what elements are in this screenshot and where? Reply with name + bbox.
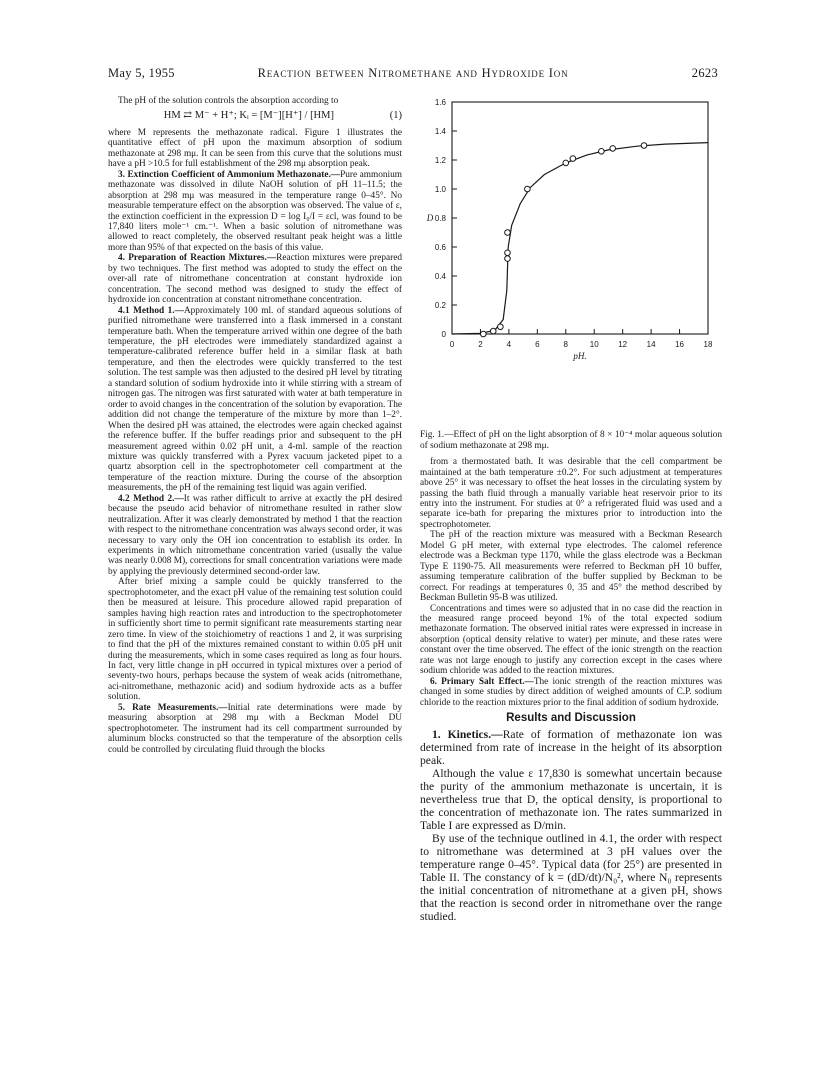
kinetics-section bbox=[420, 728, 722, 923]
data-point bbox=[498, 324, 504, 330]
header-date: May 5, 1955 bbox=[108, 66, 175, 80]
y-tick-label: 0.4 bbox=[434, 272, 446, 281]
data-point bbox=[480, 331, 486, 337]
kinetics-paragraph-2: Although the value ε 17,830 is somewhat uncertain because the purity of the ammonium methazonate is uncertain, it is nevertheless true that D, the optical density, is proportional to the concentration of methazonate ion. The rates summarized in Table I are expressed as D/min. bbox=[420, 766, 722, 832]
equation-number: (1) bbox=[389, 110, 402, 122]
section-6 bbox=[420, 677, 722, 708]
data-point bbox=[599, 149, 605, 155]
paragraph-after-mixing: After brief mixing a sample could be quickly transferred to the spectrophotometer, and the exact pH value of the remaining test solution could then be measured at leisure. This procedure allowed rapid preparation of samples having high reaction rates and introduction to the spectrophotometer in sufficiently short time to permit significant rate measurements starting near zero time. In view of the stoichiometry of reactions 1 and 2, it was surprising to find that the pH of the mixtures remained constant to within 0.05 pH unit during the measurements, which in some cases required as long as four hours. In fact, very little change in pH occurred in typical mixtures over a period of seventy-two hours, perhaps because the system of weak acids (nitromethane, aci-nitromethane, methazonic acid) and sodium hydroxide acts as a buffer solution. bbox=[108, 577, 402, 703]
data-point bbox=[563, 160, 569, 166]
y-tick-label: 0.8 bbox=[434, 214, 446, 223]
kinetics-body: Rate of formation of methazonate ion was determined from rate of increase in the height of its absorption peak. bbox=[420, 727, 722, 767]
data-point bbox=[490, 328, 496, 334]
origin-label: 0 bbox=[441, 330, 446, 339]
kinetics-paragraph-3: By use of the technique outlined in 4.1, the order with respect to nitromethane was determined at 3 pH values over the temperature range 0–45°. Typical data (for 25°) are presented in Table II. The constancy of k = (dD/dt)/N₀², where N₀ represents the initial concentration of nitromethane at a given pH, shows that the reaction is second order in nitromethane over the range studied. bbox=[420, 831, 722, 923]
left-column bbox=[108, 96, 402, 755]
section-4-1-heading: 4.1 Method 1.— bbox=[118, 305, 184, 316]
data-point bbox=[505, 256, 511, 262]
x-tick-label: 0 bbox=[449, 340, 455, 349]
data-point bbox=[505, 230, 511, 236]
section-4 bbox=[108, 253, 402, 305]
x-tick-label: 14 bbox=[646, 340, 656, 349]
x-tick-label: 4 bbox=[506, 340, 512, 349]
equation-1 bbox=[108, 111, 402, 121]
y-tick-label: 0.2 bbox=[434, 301, 446, 310]
section-4-2 bbox=[108, 494, 402, 578]
running-head bbox=[108, 66, 718, 82]
section-6-body: The ionic strength of the reaction mixtures was changed in some studies by direct addition of weighed amounts of C.P. sodium chloride to the reaction mixtures prior to the final addition of sodium hydroxide. bbox=[420, 676, 722, 708]
equation-text: HM ⇄ M⁻ + H⁺; Kᵢ = [M⁻][H⁺] / [HM] bbox=[163, 110, 334, 122]
x-tick-label: 8 bbox=[563, 340, 569, 349]
y-tick-label: 1.0 bbox=[434, 185, 446, 194]
kinetics-heading: 1. Kinetics.— bbox=[432, 727, 503, 741]
section-4-body: Reaction mixtures were prepared by two techniques. The first method was adopted to study the effect on the over-all rate of nitromethane concentration at constant hydroxide ion concentration. The second method was designed to study the effect of hydroxide ion concentration at constant nitromethane concentration. bbox=[108, 253, 402, 306]
section-5-body: Initial rate determinations were made by measuring absorption at 298 mμ with a Beckman Model DU spectrophotometer. The instrument had its cell compartment surrounded by aluminum blocks constructed so that the temperature of the absorption cells could be controlled by circulating fluid through the blocks bbox=[108, 702, 402, 755]
x-tick-label: 16 bbox=[675, 340, 685, 349]
section-3-heading: 3. Extinction Coefficient of Ammonium Methazonate.— bbox=[118, 169, 341, 180]
y-tick-label: 0.6 bbox=[434, 243, 446, 252]
ph-absorption-chart bbox=[416, 92, 726, 392]
section-6-heading: 6. Primary Salt Effect.— bbox=[430, 676, 534, 687]
x-tick-label: 2 bbox=[478, 340, 483, 349]
x-tick-label: 10 bbox=[589, 340, 599, 349]
section-4-1-body: Approximately 100 ml. of standard aqueous solutions of purified nitromethane were transferred into a flask immersed in a constant temperature bath. When the temperature arrived within one degree of the bath temperature, the pH electrodes were immediately standardized against a temperature-calibrated reference buffer held in a similar flask at bath temperature, and then the electrodes were quickly transferred to the test solution. The test sample was then adjusted to the desired pH level by titrating a standard solution of sodium hydroxide into it while stirring with a stream of nitrogen gas. The nitrogen was first saturated with water at bath temperature in order to avoid changes in the concentration of the solution by evaporation. The addition did not change the temperature of the mixture by more than 1–2°. When the desired pH was attained, the electrodes were again checked against the reference buffer. If the buffer readings prior and subsequent to the pH measurement agreed within 0.02 pH unit, a 4-ml. sample of the reaction mixture was quickly transferred with a Pyrex vacuum jacketed pipet to a quartz absorption cell in the spectrophotometer cell compartment at the temperature of the reaction mixture. During the course of the absorption measurements, the pH of the remaining test liquid was again verified. bbox=[108, 305, 403, 494]
fitted-curve bbox=[452, 143, 708, 334]
figure-1 bbox=[416, 92, 726, 392]
data-point bbox=[570, 156, 576, 162]
paragraph-thermostat: from a thermostated bath. It was desirable that the cell compartment be maintained at the bath temperature ±0.2°. For such adjustment at temperatures above 25° it was necessary to offset the heat losses in the circulating system by passing the bath fluid through a manually variable heat reservoir prior to its entry into the instrument. For studies at 0° a refrigerated fluid was used and a separate ice-bath for preparing the mixtures prior to introduction into the spectrophotometer. bbox=[420, 457, 722, 530]
header-page-number: 2623 bbox=[691, 66, 718, 80]
intro-paragraph: The pH of the solution controls the absorption according to bbox=[118, 96, 339, 106]
header-title: Reaction between Nitromethane and Hydroxide Ion bbox=[257, 66, 569, 80]
y-tick-label: 1.6 bbox=[434, 98, 446, 107]
data-point bbox=[610, 146, 616, 152]
right-column bbox=[420, 430, 722, 923]
data-point bbox=[505, 250, 511, 256]
x-axis-label: pH. bbox=[573, 351, 587, 361]
data-point bbox=[525, 186, 531, 192]
section-4-heading: 4. Preparation of Reaction Mixtures.— bbox=[118, 253, 277, 264]
y-axis-label: D bbox=[426, 213, 434, 223]
section-4-2-heading: 4.2 Method 2.— bbox=[118, 493, 184, 504]
paragraph-ph-meter: The pH of the reaction mixture was measured with a Beckman Research Model G pH meter, with external type electrodes. The calomel reference electrode was a Beckman type 1170, while the glass electrode was a Beckman Type E 1190-75. All measurements were referred to Beckman pH 10 buffer, assuming temperature calibration of the buffer supplied by Beckman to be correct. For readings at temperatures 0, 35 and 45° the method described by Beckman Bulletin 95-B was utilized. bbox=[420, 530, 722, 604]
section-3 bbox=[108, 170, 402, 254]
x-tick-label: 18 bbox=[703, 340, 713, 349]
data-point bbox=[641, 143, 647, 149]
section-3-body: Pure ammonium methazonate was dissolved in dilute NaOH solution of pH 11–11.5; the absorption at 298 mμ was measured in the temperature range 0–45°. No measurable temperature effect on the absorption was observed. The value of ε, the extinction coefficient in the expression D = log I₀/I = εcl, was found to be 17,840 liters mole⁻¹ cm.⁻¹. When a basic solution of nitromethane was allowed to react completely, the observed resultant peak height was a little more than 95% of that expected on the basis of this value. bbox=[108, 169, 402, 253]
y-tick-label: 1.4 bbox=[434, 127, 446, 136]
figure-caption: Fig. 1.—Effect of pH on the light absorption of 8 × 10⁻⁴ molar aqueous solution of sodium methazonate at 298 mμ. bbox=[420, 430, 722, 451]
section-4-1 bbox=[108, 306, 402, 494]
y-tick-label: 1.2 bbox=[434, 156, 446, 165]
plot-frame bbox=[452, 102, 708, 334]
section-4-2-body: It was rather difficult to arrive at exactly the pH desired because the pseudo acid behavior of nitromethane resulted in rather slow neutralization. After it was clearly demonstrated by method 1 that the reaction with respect to the nitromethane concentration was always second order, it was necessary to vary only the OH ion concentration to establish its order. In experiments in which nitromethane concentration varied (usually the value was nearly 0.008 M), corrections for small concentration variations were made by applying the previously determined second-order law. bbox=[108, 493, 402, 577]
x-tick-label: 12 bbox=[618, 340, 628, 349]
section-5 bbox=[108, 703, 402, 755]
paragraph-concentrations: Concentrations and times were so adjusted that in no case did the reaction in the measured range proceed beyond 1% of the total expected sodium methazonate formation. The observed initial rates were expressed in increase in absorption (optical density relative to water) per minute, and these rates were constant over the time observed. The effect of the ionic strength on the reaction rate was not large enough to justify any correction except in the cases where sodium chloride was added to the reaction mixtures. bbox=[420, 603, 722, 677]
kinetics-paragraph-1 bbox=[420, 728, 722, 767]
results-heading: Results and Discussion bbox=[506, 712, 636, 725]
x-tick-label: 6 bbox=[535, 340, 540, 349]
paragraph-figure-ref: where M represents the methazonate radical. Figure 1 illustrates the quantitative effect of pH upon the maximum absorption of sodium methazonate at 298 mμ. It can be seen from this curve that the solutions must have a pH >10.5 for full establishment of the 298 mμ absorption peak. bbox=[108, 127, 402, 170]
section-5-heading: 5. Rate Measurements.— bbox=[118, 702, 228, 713]
